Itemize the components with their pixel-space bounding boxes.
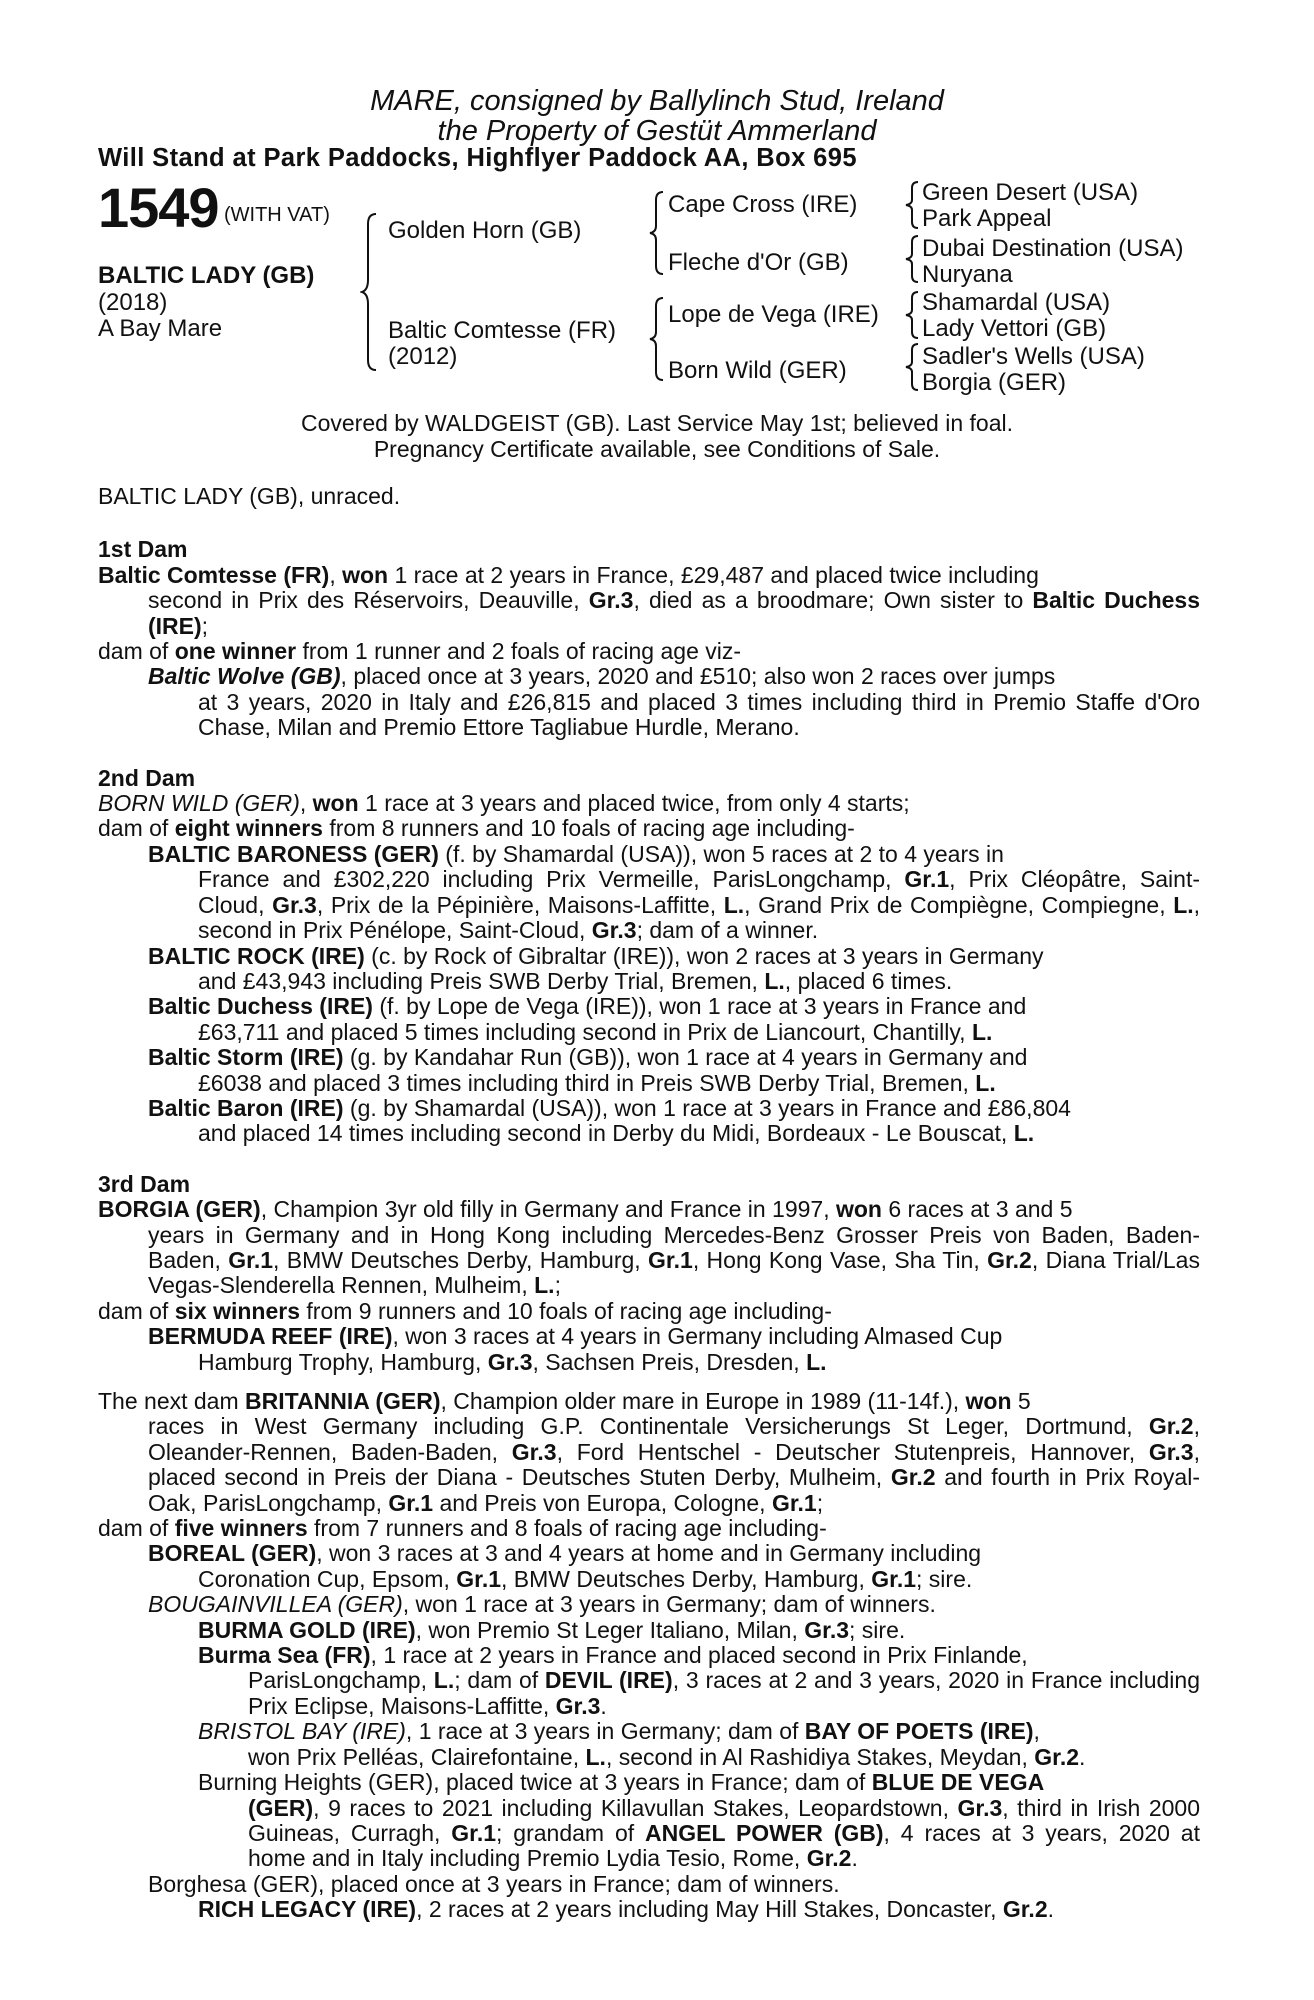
horse-description: A Bay Mare: [98, 315, 223, 342]
produce-bougainvillea: BOUGAINVILLEA (GER), won 1 race at 3 years in Germany; dam of winners.: [148, 1591, 936, 1618]
pedigree-sd: Fleche d'Or (GB): [668, 249, 849, 276]
property-line: the Property of Gestüt Ammerland: [437, 115, 877, 147]
produce-bristol-bay: BRISTOL BAY (IRE), 1 race at 3 years in Germany; dam of BAY OF POETS (IRE), won Prix Pelléas, Clairefontaine, L., second in Al Rashidiya Stakes, Meydan, Gr.2.: [198, 1718, 1086, 1770]
pedigree-sire: Golden Horn (GB): [388, 217, 582, 244]
pedigree-brace-dd: [904, 342, 920, 392]
intro-line: BALTIC LADY (GB), unraced.: [98, 483, 401, 509]
vat-note: (WITH VAT): [224, 204, 330, 226]
pedigree-brace-sire: [648, 190, 666, 276]
produce-boreal: BOREAL (GER), won 3 races at 3 and 4 years at home and in Germany including Coronation Cup, Epsom, Gr.1, BMW Deutsches Derby, Hamburg, Gr.1; sire.: [148, 1540, 982, 1592]
pedigree-notes: [98, 484, 1200, 1923]
produce-baltic-baron: Baltic Baron (IRE) (g. by Shamardal (USA)), won 1 race at 3 years in France and £86,804 and placed 14 times including second in Derby du Midi, Bordeaux - Le Bouscat, L.: [148, 1094, 1071, 1147]
pedigree-brace-main: [360, 212, 380, 372]
first-dam-produce: dam of one winner from 1 runner and 2 foals of racing age viz-: [98, 638, 742, 665]
second-dam-produce: dam of eight winners from 8 runners and 10 foals of racing age including-: [98, 815, 855, 842]
produce-bermuda-reef: BERMUDA REEF (IRE), won 3 races at 4 years in Germany including Almased Cup Hamburg Trophy, Hamburg, Gr.3, Sachsen Preis, Dresden, L.: [148, 1323, 1003, 1375]
pedigree-dam: Baltic Comtesse (FR): [388, 317, 617, 344]
pedigree-brace-ds: [904, 290, 920, 340]
pedigree-ssd: Park Appeal: [922, 205, 1052, 232]
pedigree-dds: Sadler's Wells (USA): [922, 343, 1145, 370]
pedigree-sds: Dubai Destination (USA): [922, 235, 1184, 262]
third-dam-entry: BORGIA (GER), Champion 3yr old filly in Germany and France in 1997, won 6 races at 3 and 5 years in Germany and in Hong Kong including Mercedes-Benz Grosser Preis von Baden, Baden-Baden, Gr.1, BMW Deutsches Derby, Hamburg, Gr.1, Hong Kong Vase, Sha Tin, Gr.2, Diana Trial/Las Vegas-Slenderella Rennen, Mulheim, L.;: [98, 1196, 1200, 1299]
produce-baltic-wolve: Baltic Wolve (GB), placed once at 3 years, 2020 and £510; also won 2 races over jumps at 3 years, 2020 in Italy and £26,815 and placed 3 times including third in Premio Staffe d'Oro Chase, Milan and Premio Ettore Tagliabue Hurdle, Merano.: [148, 663, 1200, 741]
produce-burning-heights: Burning Heights (GER), placed twice at 3 years in France; dam of BLUE DE VEGA (GER), 9 races to 2021 including Killavullan Stakes, Leopardstown, Gr.3, third in Irish 2000 Guineas, Curragh, Gr.1; grandam of ANGEL POWER (GB), 4 races at 3 years, 2020 at home and in Italy including Premio Lydia Tesio, Rome, Gr.2.: [198, 1769, 1200, 1872]
section-first-dam: 1st Dam: [98, 536, 188, 563]
covering-line: Covered by WALDGEIST (GB). Last Service May 1st; believed in foal.: [300, 410, 1013, 436]
pedigree-dsd: Lady Vettori (GB): [922, 315, 1107, 342]
horse-name: BALTIC LADY (GB): [98, 262, 315, 289]
stand-location: Will Stand at Park Paddocks, Highflyer Paddock AA, Box 695: [98, 144, 857, 172]
pedigree-ds: Lope de Vega (IRE): [668, 301, 879, 328]
section-second-dam: 2nd Dam: [98, 764, 196, 791]
pedigree-sdd: Nuryana: [922, 261, 1013, 288]
pedigree-brace-ss: [904, 180, 920, 230]
pedigree-dss: Shamardal (USA): [922, 289, 1111, 316]
pedigree-ddd: Borgia (GER): [922, 369, 1067, 396]
produce-baltic-baroness: BALTIC BARONESS (GER) (f. by Shamardal (USA)), won 5 races at 2 to 4 years in France and £302,220 including Prix Vermeille, ParisLongchamp, Gr.1, Prix Cléopâtre, Saint-Cloud, Gr.3, Prix de la Pépinière, Maisons-Laffitte, L., Grand Prix de Compiègne, Compiegne, L., second in Prix Pénélope, Saint-Cloud, Gr.3; dam of a winner.: [148, 840, 1201, 944]
pedigree-brace-dam: [648, 296, 666, 382]
produce-burma-gold: BURMA GOLD (IRE), won Premio St Leger Italiano, Milan, Gr.3; sire.: [198, 1616, 906, 1643]
section-third-dam: 3rd Dam: [98, 1170, 191, 1197]
next-dam-produce: dam of five winners from 7 runners and 8 foals of racing age including-: [98, 1515, 827, 1542]
third-dam-produce: dam of six winners from 9 runners and 10 foals of racing age including-: [98, 1297, 832, 1324]
lot-number: 1549: [98, 176, 219, 239]
produce-baltic-storm: Baltic Storm (IRE) (g. by Kandahar Run (GB)), won 1 race at 4 years in Germany and £6038 and placed 3 times including third in Preis SWB Derby Trial, Bremen, L.: [148, 1044, 1028, 1096]
pedigree-dd: Born Wild (GER): [668, 357, 847, 384]
pedigree-ss: Cape Cross (IRE): [668, 191, 858, 218]
pedigree-dam-year: (2012): [388, 343, 458, 370]
consignor-line: MARE, consigned by Ballylinch Stud, Ireland: [370, 85, 944, 117]
first-dam-entry: Baltic Comtesse (FR), won 1 race at 2 years in France, £29,487 and placed twice including second in Prix des Réservoirs, Deauville, Gr.3, died as a broodmare; Own sister to Baltic Duchess (IRE);: [98, 561, 1200, 639]
produce-borghesa: Borghesa (GER), placed once at 3 years in France; dam of winners.: [148, 1870, 840, 1897]
horse-year: (2018): [98, 289, 168, 316]
produce-baltic-duchess: Baltic Duchess (IRE) (f. by Lope de Vega (IRE)), won 1 race at 3 years in France and £63,711 and placed 5 times including second in Prix de Liancourt, Chantilly, L.: [148, 993, 1027, 1045]
pedigree-brace-sd: [904, 234, 920, 284]
pregnancy-line: Pregnancy Certificate available, see Conditions of Sale.: [373, 436, 941, 462]
pedigree-sss: Green Desert (USA): [922, 179, 1139, 206]
produce-rich-legacy: RICH LEGACY (IRE), 2 races at 2 years including May Hill Stakes, Doncaster, Gr.2.: [198, 1896, 1055, 1923]
produce-burma-sea: Burma Sea (FR), 1 race at 2 years in France and placed second in Prix Finlande, ParisLongchamp, L.; dam of DEVIL (IRE), 3 races at 2 and 3 years, 2020 in France including Prix Eclipse, Maisons-Laffitte, Gr.3.: [198, 1642, 1200, 1719]
produce-baltic-rock: BALTIC ROCK (IRE) (c. by Rock of Gibraltar (IRE)), won 2 races at 3 years in Germany and £43,943 including Preis SWB Derby Trial, Bremen, L., placed 6 times.: [148, 942, 1044, 994]
second-dam-entry: BORN WILD (GER), won 1 race at 3 years and placed twice, from only 4 starts;: [98, 790, 910, 817]
next-dam-entry: The next dam BRITANNIA (GER), Champion older mare in Europe in 1989 (11-14f.), won 5 races in West Germany including G.P. Continentale Versicherungs St Leger, Dortmund, Gr.2, Oleander-Rennen, Baden-Baden, Gr.3, Ford Hentschel - Deutscher Stutenpreis, Hannover, Gr.3, placed second in Preis der Diana - Deutsches Stuten Derby, Mulheim, Gr.2 and fourth in Prix Royal-Oak, ParisLongchamp, Gr.1 and Preis von Europa, Cologne, Gr.1;: [98, 1388, 1200, 1516]
